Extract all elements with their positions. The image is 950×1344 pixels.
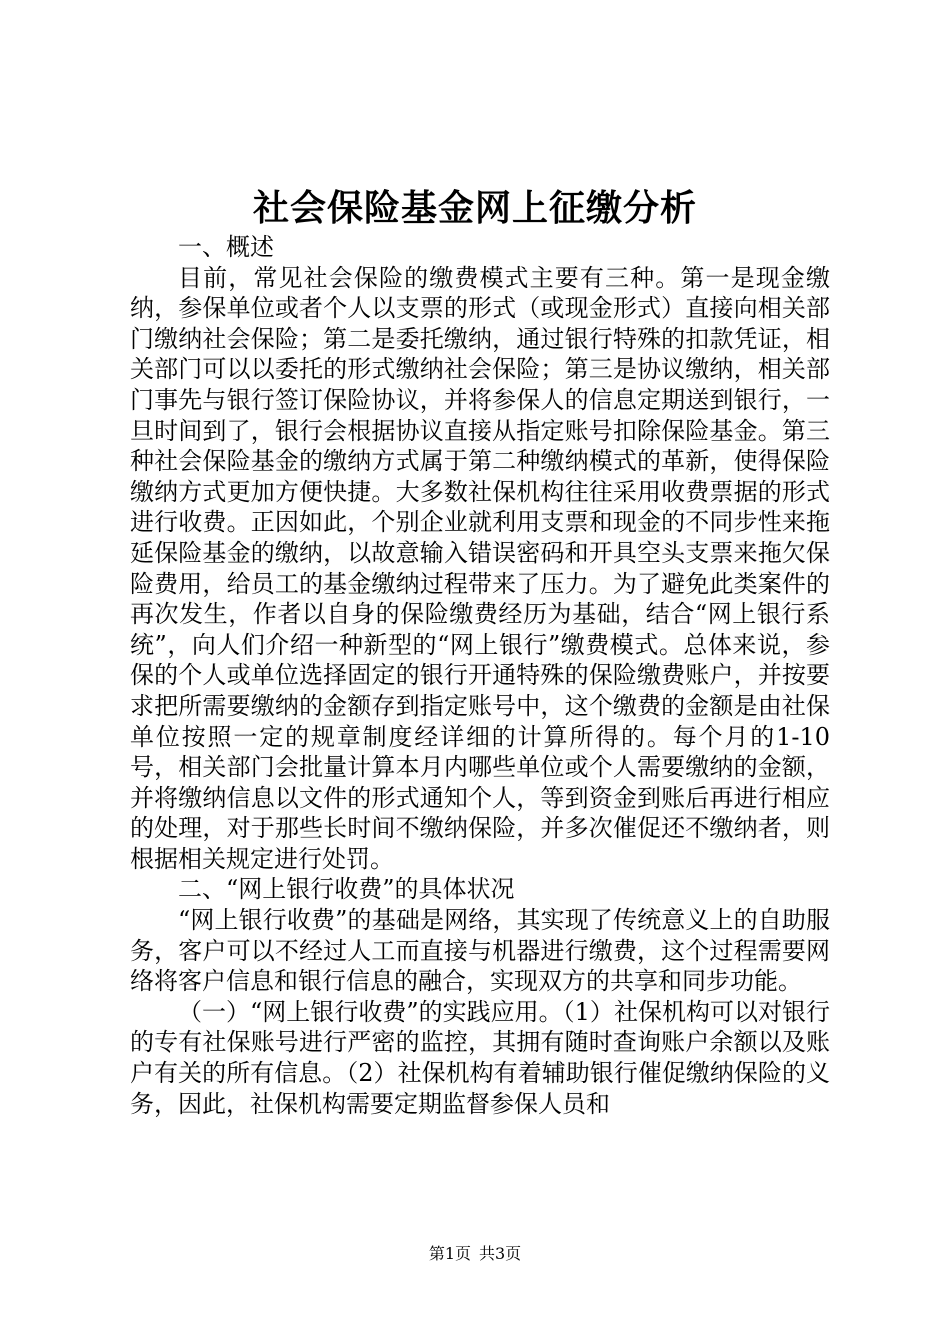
body-paragraph: 目前，常见社会保险的缴费模式主要有三种。第一是现金缴纳，参保单位或者个人以支票的形式（或现金形式）直接向相关部门缴纳社会保险；第二是委托缴纳，通过银行特殊的扣款凭证，相关部门可以以委托的形式缴纳社会保险；第三是协议缴纳，相关部门事先与银行签订保险协议，并将参保人的信息定期送到银行，一旦时间到了，银行会根据协议直接从指定账号扣除保险基金。第三种社会保险基金的缴纳方式属于第二种缴纳模式的革新，使得保险缴纳方式更加方便快捷。大多数社保机构往往采用收费票据的形式进行收费。正因如此，个别企业就利用支票和现金的不同步性来拖延保险基金的缴纳，以故意输入错误密码和开具空头支票来拖欠保险费用，给员工的基金缴纳过程带来了压力。为了避免此类案件的再次发生，作者以自身的保险缴费经历为基础，结合“网上银行系统”，向人们介绍一种新型的“网上银行”缴费模式。总体来说，参保的个人或单位选择固定的银行开通特殊的保险缴费账户，并按要求把所需要缴纳的金额存到指定账号中，这个缴费的金额是由社保单位按照一定的规章制度经详细的计算所得的。每个月的1-10号，相关部门会批量计算本月内哪些单位或个人需要缴纳的金额，并将缴纳信息以文件的形式通知个人，等到资金到账后再进行相应的处理，对于那些长时间不缴纳保险，并多次催促还不缴纳者，则根据相关规定进行处罚。 <box>130 263 830 873</box>
section-heading: 一、概述 <box>178 233 274 261</box>
body-paragraph: “网上银行收费”的基础是网络，其实现了传统意义上的自助服务，客户可以不经过人工而直接与机器进行缴费，这个过程需要网络将客户信息和银行信息的融合，实现双方的共享和同步功能。 <box>130 906 830 996</box>
document-title: 社会保险基金网上征缴分析 <box>252 187 697 229</box>
page-footer <box>0 1243 950 1265</box>
page-number: 第1页 <box>428 1244 471 1263</box>
page-total: 共3页 <box>479 1244 522 1263</box>
section-heading: 二、“网上银行收费”的具体状况 <box>178 875 515 904</box>
document-body <box>130 232 830 1119</box>
body-paragraph: （一）“网上银行收费”的实践应用。（1）社保机构可以对银行的专有社保账号进行严密的监控，其拥有随时查询账户余额以及账户有关的所有信息。（2）社保机构有着辅助银行催促缴纳保险的义务，因此，社保机构需要定期监督参保人员和 <box>130 997 830 1118</box>
